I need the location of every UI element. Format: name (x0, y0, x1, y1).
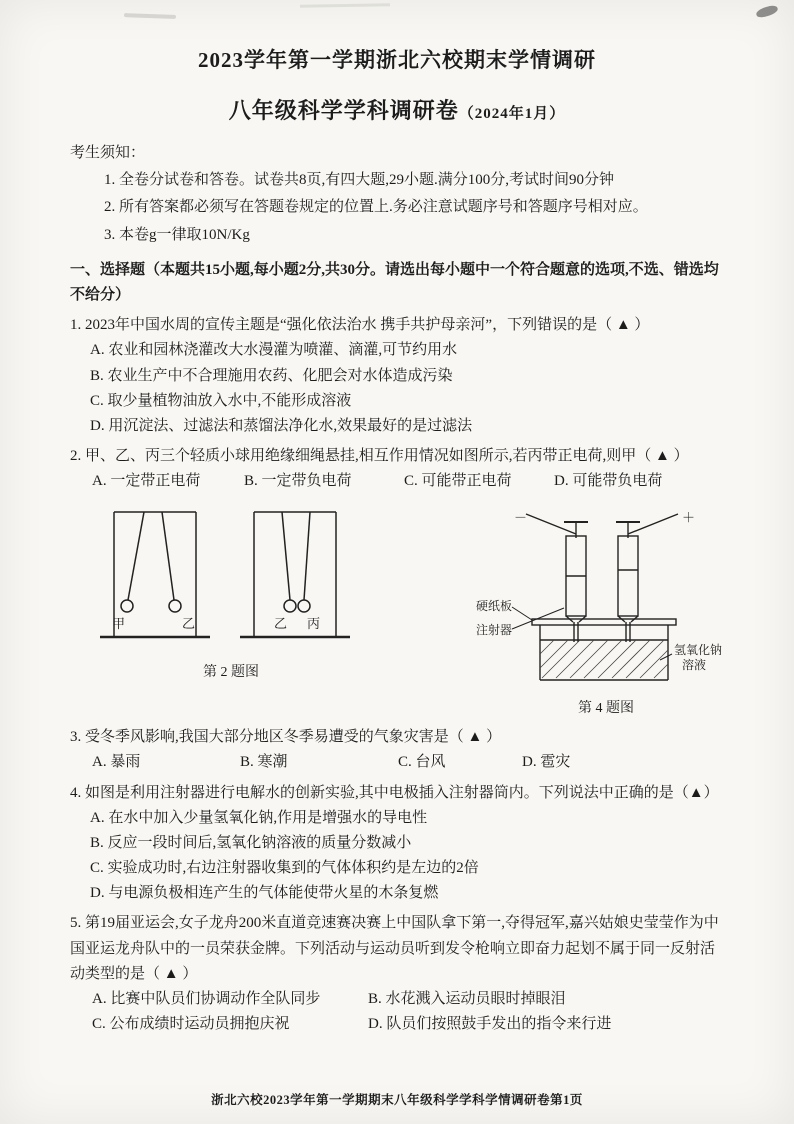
question-5-stem: 5. 第19届亚运会,女子龙舟200米直道竞速赛决赛上中国队拿下第一,夺得冠军,嘉兴姑娘史莹莹作为中国亚运龙舟队中的一员荣获金牌。下列活动与运动员听到发令枪响立即奋力起划不属于同一反射活动类型的是（ ▲ ） (70, 915, 719, 982)
question-5-options (92, 987, 724, 1037)
question-2-option-a: A. 一定带正电荷 (92, 473, 201, 490)
question-5-option-d: D. 队员们按照鼓手发出的指令来行进 (368, 1016, 612, 1033)
figure-q4-box (476, 508, 736, 720)
question-3-option-b: B. 寒潮 (240, 754, 288, 771)
question-4 (70, 781, 724, 907)
question-3-stem: 3. 受冬季风影响,我国大部分地区冬季易遭受的气象灾害是（ ▲ ） (70, 729, 502, 746)
ball-label-yi-right: 乙 (274, 616, 288, 632)
notice-item-2: 2. 所有答案都必须写在答题卷规定的位置上.务必注意试题序号和答题序号相对应。 (104, 199, 648, 216)
label-naoh-line1: 氢氧化钠 (674, 643, 723, 658)
question-5 (70, 911, 724, 1037)
page-title: 2023学年第一学期浙北六校期末学情调研 (198, 48, 596, 72)
question-4-option-a: A. 在水中加入少量氢氧化钠,作用是增强水的导电性 (90, 809, 428, 826)
question-5-option-c: C. 公布成绩时运动员拥抱庆祝 (92, 1016, 290, 1033)
notice-item-3: 3. 本卷g一律取10N/Kg (104, 226, 250, 243)
question-3-options (92, 750, 724, 775)
terminal-plus-label: ＋ (682, 510, 696, 526)
notice-section (70, 141, 724, 248)
question-1-stem: 1. 2023年中国水周的宣传主题是“强化依法治水 携手共护母亲河”，下列错误的是（ ▲ ） (70, 317, 650, 334)
question-3-option-d: D. 雹灾 (522, 754, 571, 771)
question-1-option-d: D. 用沉淀法、过滤法和蒸馏法净化水,效果最好的是过滤法 (90, 417, 473, 434)
question-4-stem: 4. 如图是利用注射器进行电解水的创新实验,其中电极插入注射器筒内。下列说法中正确的是（▲） (70, 784, 719, 801)
subtitle-date: （2024年1月） (458, 106, 566, 122)
question-4-option-d: D. 与电源负极相连产生的气体能使带火星的木条复燃 (90, 885, 439, 902)
question-2-stem: 2. 甲、乙、丙三个轻质小球用绝缘细绳悬挂,相互作用情况如图所示,若丙带正电荷,则甲（ ▲ ） (70, 448, 689, 465)
label-cardboard: 硬纸板 (476, 599, 513, 614)
figures-row (70, 500, 724, 720)
question-3 (70, 725, 724, 775)
question-2 (70, 444, 724, 494)
question-4-option-b: B. 反应一段时间后,氢氧化钠溶液的质量分数减小 (90, 834, 412, 851)
ball-label-bing: 丙 (307, 616, 321, 632)
terminal-minus-label: － (514, 510, 528, 526)
question-1-option-b: B. 农业生产中不合理施用农药、化肥会对水体造成污染 (90, 367, 453, 384)
figure-q4-caption: 第 4 题图 (578, 700, 634, 716)
notice-heading: 考生须知： (70, 145, 146, 161)
question-5-option-a: A. 比赛中队员们协调动作全队同步 (92, 991, 321, 1008)
question-3-option-a: A. 暴雨 (92, 754, 141, 771)
ball-label-yi-left: 乙 (182, 616, 196, 632)
figure-q2-hanging-balls-diagram (96, 500, 366, 650)
question-1-option-c: C. 取少量植物油放入水中,不能形成溶液 (90, 392, 352, 409)
page-footer: 浙北六校2023学年第一学期期末八年级科学学科学情调研卷第1页 (211, 1093, 583, 1107)
section-one-heading: 一、选择题（本题共15小题,每小题2分,共30分。请选出每小题中一个符合题意的选项,不选、错选均不给分） (70, 261, 719, 303)
question-2-option-d: D. 可能带负电荷 (554, 473, 663, 490)
subtitle-main: 八年级科学学科调研卷 (228, 98, 459, 123)
ball-label-jia: 甲 (112, 616, 126, 632)
question-2-option-c: C. 可能带正电荷 (404, 473, 512, 490)
question-3-option-c: C. 台风 (398, 754, 446, 771)
question-1 (70, 313, 724, 439)
page-content (0, 141, 794, 1037)
page-subtitle (0, 94, 794, 125)
label-naoh-line2: 溶液 (682, 658, 707, 673)
question-2-option-b: B. 一定带负电荷 (244, 473, 352, 490)
figure-q2-box (96, 500, 366, 684)
notice-item-1: 1. 全卷分试卷和答卷。试卷共8页,有四大题,29小题.满分100分,考试时间90分钟 (104, 172, 615, 189)
figure-q4-electrolysis-diagram (476, 508, 736, 686)
question-1-option-a: A. 农业和园林浇灌改大水漫灌为喷灌、滴灌,可节约用水 (90, 342, 458, 359)
figure-q2-caption: 第 2 题图 (203, 664, 259, 680)
question-4-option-c: C. 实验成功时,右边注射器收集到的气体体积约是左边的2倍 (90, 860, 479, 877)
question-5-option-b: B. 水花溅入运动员眼时掉眼泪 (368, 991, 566, 1008)
question-2-options (92, 469, 724, 494)
label-syringe: 注射器 (476, 623, 513, 638)
